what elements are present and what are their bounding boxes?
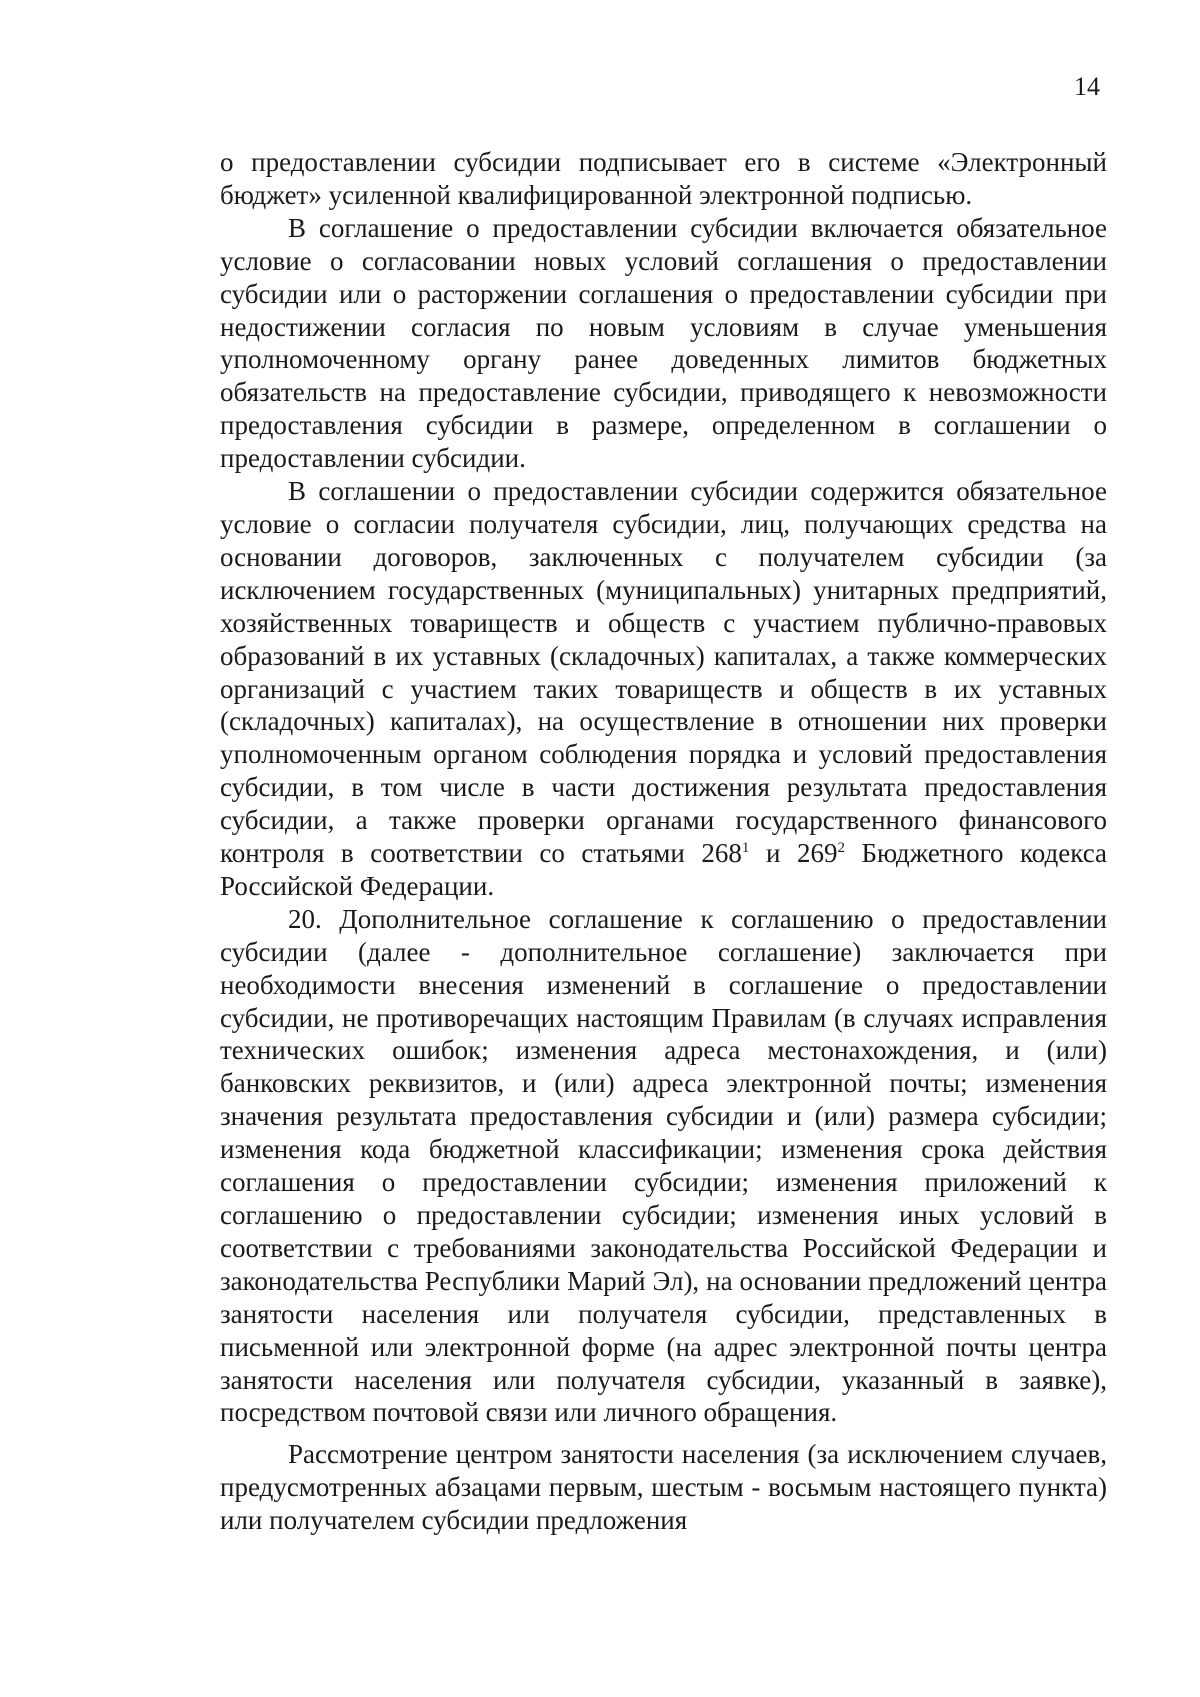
paragraph-review: Рассмотрение центром занятости населения (за исключением случаев, предусмотренных абзацами первым, шестым - восьмым настоящего пункта) или получателем субсидии предложения xyxy=(220,1439,1107,1536)
paragraph-consent-condition xyxy=(220,475,1107,903)
paragraph-agreement-condition: В соглашение о предоставлении субсидии включается обязательное условие о согласовании новых условий соглашения о предоставлении субсидии или о расторжении соглашения о предоставлении субсидии при недостижении согласия по новым условиям в случае уменьшения уполномоченному органу ранее доведенных лимитов бюджетных обязательств на предоставление субсидии, приводящего к невозможности предоставления субсидии в размере, определенном в соглашении о предоставлении субсидии. xyxy=(220,212,1107,474)
paragraph-consent-text-c: Бюджетного кодекса Российской Федерации. xyxy=(220,838,1107,901)
superscript-1: 1 xyxy=(741,840,750,857)
superscript-2: 2 xyxy=(837,840,845,857)
paragraph-consent-text-b: и 269 xyxy=(749,838,838,869)
paragraph-consent-text-a: В соглашении о предоставлении субсидии содержится обязательное условие о согласии получателя субсидии, лиц, получающих средства на основании договоров, заключенных с получателем субсидии (за исключением государственных (муниципальных) унитарных предприятий, хозяйственных товариществ и обществ с участием публично-правовых образований в их уставных (складочных) капиталах, а также коммерческих организаций с участием таких товариществ и обществ в их уставных (складочных) капиталах), на осуществление в отношении них проверки уполномоченным органом соблюдения порядка и условий предоставления субсидии, в том числе в части достижения результата предоставления субсидии, а также проверки органами государственного финансового контроля в соответствии со статьями 268 xyxy=(220,476,1107,869)
page-number: 14 xyxy=(1074,72,1100,101)
document-body xyxy=(220,146,1107,1537)
paragraph-item-20: 20. Дополнительное соглашение к соглашению о предоставлении субсидии (далее - дополнительное соглашение) заключается при необходимости внесения изменений в соглашение о предоставлении субсидии, не противоречащих настоящим Правилам (в случаях исправления технических ошибок; изменения адреса местонахождения, и (или) банковских реквизитов, и (или) адреса электронной почты; изменения значения результата предоставления субсидии и (или) размера субсидии; изменения кода бюджетной классификации; изменения срока действия соглашения о предоставлении субсидии; изменения приложений к соглашению о предоставлении субсидии; изменения иных условий в соответствии с требованиями законодательства Российской Федерации и законодательства Республики Марий Эл), на основании предложений центра занятости населения или получателя субсидии, представленных в письменной или электронной форме (на адрес электронной почты центра занятости населения или получателя субсидии, указанный в заявке), посредством почтовой связи или личного обращения. xyxy=(220,903,1107,1428)
paragraph-signing: о предоставлении субсидии подписывает его в системе «Электронный бюджет» усиленной квалифицированной электронной подписью. xyxy=(220,147,1107,210)
